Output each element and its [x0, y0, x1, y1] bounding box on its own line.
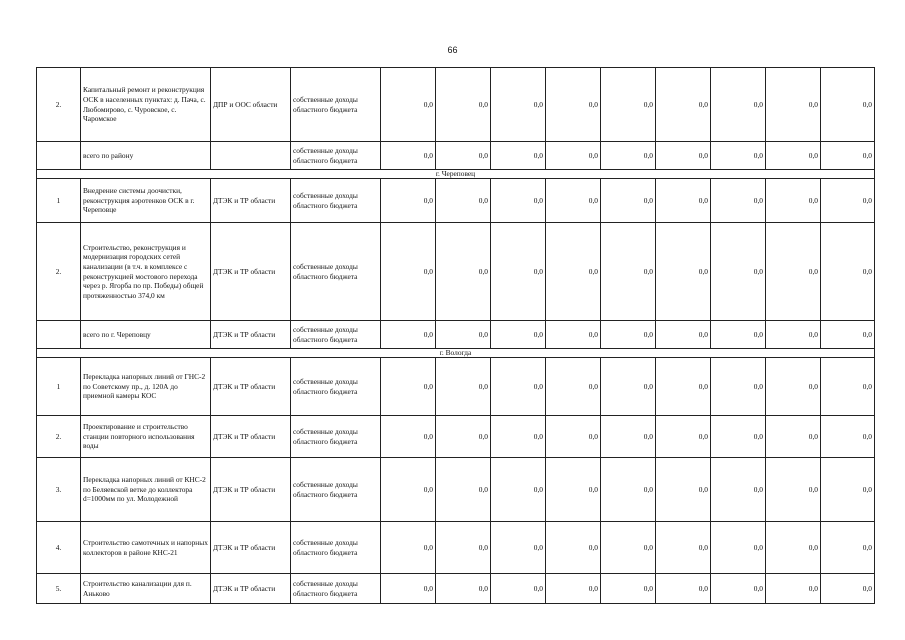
value-cell: 0,0 [546, 522, 601, 574]
value-cell: 0,0 [711, 223, 766, 321]
value-cell: 0,0 [601, 416, 656, 458]
value-cell: 0,0 [821, 142, 875, 170]
table-row [37, 458, 875, 522]
measure-name: Строительство, реконструкция и модернизация городских сетей канализации (в т.ч. в комплексе с реконструкцией мостового перехода через р. Ягорба по пр. Победы) общей протяженностью 374,0 км [81, 223, 211, 321]
value-cell: 0,0 [766, 574, 821, 604]
funding-source: собственные доходы областного бюджета [291, 223, 381, 321]
value-cell: 0,0 [436, 223, 491, 321]
value-cell: 0,0 [821, 358, 875, 416]
value-cell: 0,0 [381, 358, 436, 416]
value-cell: 0,0 [711, 574, 766, 604]
measure-name: Капитальный ремонт и реконструкция ОСК в населенных пунктах: д. Пача, с. Любомирово, с. Чуровское, с. Чаромское [81, 68, 211, 142]
section-title: г. Череповец [37, 170, 875, 179]
value-cell: 0,0 [601, 358, 656, 416]
value-cell: 0,0 [436, 522, 491, 574]
value-cell: 0,0 [711, 416, 766, 458]
row-number: 1 [37, 358, 81, 416]
value-cell: 0,0 [821, 321, 875, 349]
value-cell: 0,0 [711, 142, 766, 170]
value-cell: 0,0 [766, 416, 821, 458]
value-cell: 0,0 [381, 574, 436, 604]
value-cell: 0,0 [491, 358, 546, 416]
value-cell: 0,0 [821, 223, 875, 321]
funding-source: собственные доходы областного бюджета [291, 68, 381, 142]
value-cell: 0,0 [546, 68, 601, 142]
budget-table [36, 67, 875, 604]
value-cell: 0,0 [821, 458, 875, 522]
value-cell: 0,0 [436, 68, 491, 142]
value-cell: 0,0 [491, 458, 546, 522]
value-cell: 0,0 [656, 458, 711, 522]
table-row [37, 142, 875, 170]
value-cell: 0,0 [491, 321, 546, 349]
value-cell: 0,0 [546, 321, 601, 349]
row-number [37, 142, 81, 170]
section-title: г. Вологда [37, 349, 875, 358]
value-cell: 0,0 [821, 179, 875, 223]
value-cell: 0,0 [766, 68, 821, 142]
measure-name: Внедрение системы доочистки, реконструкция аэротенков ОСК в г. Череповце [81, 179, 211, 223]
value-cell: 0,0 [821, 522, 875, 574]
value-cell: 0,0 [601, 522, 656, 574]
value-cell: 0,0 [436, 142, 491, 170]
row-number: 2. [37, 68, 81, 142]
funding-source: собственные доходы областного бюджета [291, 179, 381, 223]
value-cell: 0,0 [381, 458, 436, 522]
value-cell: 0,0 [766, 358, 821, 416]
value-cell: 0,0 [381, 522, 436, 574]
executor: ДТЭК и ТР области [211, 321, 291, 349]
value-cell: 0,0 [601, 574, 656, 604]
value-cell: 0,0 [381, 223, 436, 321]
value-cell: 0,0 [381, 142, 436, 170]
row-number: 1 [37, 179, 81, 223]
funding-source: собственные доходы областного бюджета [291, 458, 381, 522]
row-number: 4. [37, 522, 81, 574]
executor: ДТЭК и ТР области [211, 522, 291, 574]
value-cell: 0,0 [436, 321, 491, 349]
value-cell: 0,0 [656, 574, 711, 604]
section-row [37, 170, 875, 179]
section-row [37, 349, 875, 358]
value-cell: 0,0 [601, 321, 656, 349]
value-cell: 0,0 [601, 223, 656, 321]
value-cell: 0,0 [711, 179, 766, 223]
value-cell: 0,0 [381, 68, 436, 142]
value-cell: 0,0 [436, 416, 491, 458]
table-row [37, 68, 875, 142]
value-cell: 0,0 [381, 179, 436, 223]
value-cell: 0,0 [546, 358, 601, 416]
value-cell: 0,0 [436, 179, 491, 223]
executor: ДПР и ООС области [211, 68, 291, 142]
value-cell: 0,0 [381, 321, 436, 349]
value-cell: 0,0 [656, 179, 711, 223]
table-row [37, 321, 875, 349]
funding-source: собственные доходы областного бюджета [291, 321, 381, 349]
value-cell: 0,0 [491, 223, 546, 321]
value-cell: 0,0 [656, 142, 711, 170]
value-cell: 0,0 [766, 522, 821, 574]
value-cell: 0,0 [491, 179, 546, 223]
executor: ДТЭК и ТР области [211, 416, 291, 458]
measure-name: Перекладка напорных линий от ГНС-2 по Советскому пр., д. 120А до приемной камеры КОС [81, 358, 211, 416]
funding-source: собственные доходы областного бюджета [291, 574, 381, 604]
measure-name: Проектирование и строительство станции повторного использования воды [81, 416, 211, 458]
value-cell: 0,0 [821, 68, 875, 142]
value-cell: 0,0 [711, 458, 766, 522]
executor: ДТЭК и ТР области [211, 574, 291, 604]
measure-name: Строительство самотечных и напорных коллекторов в районе КНС-21 [81, 522, 211, 574]
table-row [37, 179, 875, 223]
funding-source: собственные доходы областного бюджета [291, 416, 381, 458]
value-cell: 0,0 [711, 522, 766, 574]
page-number: 66 [447, 45, 458, 55]
value-cell: 0,0 [656, 321, 711, 349]
value-cell: 0,0 [821, 574, 875, 604]
value-cell: 0,0 [546, 458, 601, 522]
executor [211, 142, 291, 170]
value-cell: 0,0 [656, 223, 711, 321]
value-cell: 0,0 [491, 574, 546, 604]
value-cell: 0,0 [766, 458, 821, 522]
executor: ДТЭК и ТР области [211, 458, 291, 522]
value-cell: 0,0 [821, 416, 875, 458]
value-cell: 0,0 [711, 68, 766, 142]
value-cell: 0,0 [546, 574, 601, 604]
measure-name: Перекладка напорных линий от КНС-2 по Беляевской ветке до коллектора d=1000мм по ул. Молодежной [81, 458, 211, 522]
value-cell: 0,0 [601, 68, 656, 142]
executor: ДТЭК и ТР области [211, 358, 291, 416]
value-cell: 0,0 [546, 416, 601, 458]
value-cell: 0,0 [436, 458, 491, 522]
value-cell: 0,0 [656, 416, 711, 458]
table-row [37, 416, 875, 458]
table-row [37, 223, 875, 321]
value-cell: 0,0 [546, 223, 601, 321]
funding-source: собственные доходы областного бюджета [291, 522, 381, 574]
value-cell: 0,0 [601, 179, 656, 223]
funding-source: собственные доходы областного бюджета [291, 358, 381, 416]
value-cell: 0,0 [766, 223, 821, 321]
row-number: 2. [37, 223, 81, 321]
value-cell: 0,0 [601, 458, 656, 522]
executor: ДТЭК и ТР области [211, 179, 291, 223]
row-number: 5. [37, 574, 81, 604]
funding-source: собственные доходы областного бюджета [291, 142, 381, 170]
row-number: 3. [37, 458, 81, 522]
value-cell: 0,0 [601, 142, 656, 170]
table-row [37, 358, 875, 416]
value-cell: 0,0 [711, 358, 766, 416]
value-cell: 0,0 [546, 179, 601, 223]
value-cell: 0,0 [491, 142, 546, 170]
row-number: 2. [37, 416, 81, 458]
value-cell: 0,0 [656, 68, 711, 142]
value-cell: 0,0 [656, 522, 711, 574]
value-cell: 0,0 [766, 179, 821, 223]
row-number [37, 321, 81, 349]
table-row [37, 522, 875, 574]
value-cell: 0,0 [491, 416, 546, 458]
value-cell: 0,0 [766, 321, 821, 349]
value-cell: 0,0 [436, 358, 491, 416]
value-cell: 0,0 [711, 321, 766, 349]
value-cell: 0,0 [491, 522, 546, 574]
value-cell: 0,0 [546, 142, 601, 170]
value-cell: 0,0 [656, 358, 711, 416]
value-cell: 0,0 [766, 142, 821, 170]
measure-name: всего по г. Череповцу [81, 321, 211, 349]
value-cell: 0,0 [436, 574, 491, 604]
measure-name: Строительство канализации для п. Аньково [81, 574, 211, 604]
table-row [37, 574, 875, 604]
executor: ДТЭК и ТР области [211, 223, 291, 321]
value-cell: 0,0 [381, 416, 436, 458]
measure-name: всего по району [81, 142, 211, 170]
value-cell: 0,0 [491, 68, 546, 142]
